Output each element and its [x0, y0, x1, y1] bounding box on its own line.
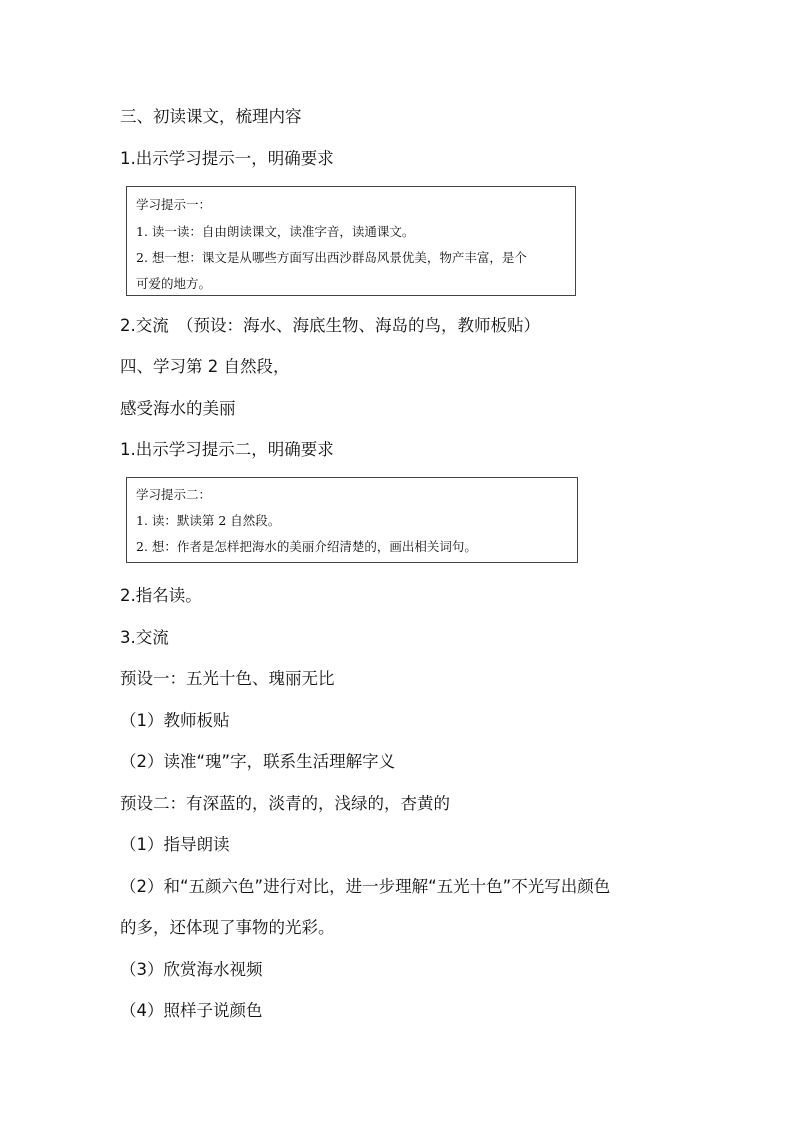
preset-2-item-3: （3）欣赏海水视频 [120, 960, 263, 979]
preset-1-item-2: （2）读准“瑰”字，联系生活理解字义 [120, 752, 396, 771]
prompt-box-2-title: 学习提示二： [136, 487, 212, 502]
preset-2-item-2-cont: 的多，还体现了事物的光彩。 [120, 918, 335, 937]
step-read-aloud: 2.指名读。 [120, 586, 202, 605]
prompt-box-1-item-2-cont: 可爱的地方。 [136, 276, 212, 291]
learning-prompt-box-1 [126, 186, 576, 296]
section-heading-4: 四、学习第 2 自然段， [120, 357, 290, 376]
section-heading-3: 三、初读课文，梳理内容 [120, 107, 302, 126]
preset-2: 预设二：有深蓝的，淡青的，浅绿的，杏黄的 [120, 794, 450, 813]
preset-2-item-4: （4）照样子说颜色 [120, 1001, 263, 1020]
preset-2-item-1: （1）指导朗读 [120, 835, 230, 854]
prompt-box-1-item-1: 1. 读一读：自由朗读课文，读准字音，读通课文。 [136, 224, 415, 239]
step-discuss: 2.交流 （预设：海水、海底生物、海岛的鸟，教师板贴） [120, 316, 540, 335]
prompt-box-1-title: 学习提示一： [136, 197, 212, 212]
step-show-prompt-2: 1.出示学习提示二，明确要求 [120, 440, 334, 459]
learning-prompt-box-2 [126, 477, 578, 563]
preset-1-item-1: （1）教师板贴 [120, 711, 230, 730]
prompt-box-2-item-2: 2. 想：作者是怎样把海水的美丽介绍清楚的，画出相关词句。 [136, 539, 477, 554]
prompt-box-2-item-1: 1. 读：默读第 2 自然段。 [136, 513, 281, 528]
prompt-box-1-item-2: 2. 想一想：课文是从哪些方面写出西沙群岛风景优美，物产丰富，是个 [136, 250, 527, 265]
step-show-prompt-1: 1.出示学习提示一，明确要求 [120, 149, 334, 168]
preset-1: 预设一：五光十色、瑰丽无比 [120, 669, 335, 688]
section-heading-4-cont: 感受海水的美丽 [120, 399, 236, 418]
step-exchange: 3.交流 [120, 628, 169, 647]
preset-2-item-2: （2）和“五颜六色”进行对比，进一步理解“五光十色”不光写出颜色 [120, 877, 611, 896]
